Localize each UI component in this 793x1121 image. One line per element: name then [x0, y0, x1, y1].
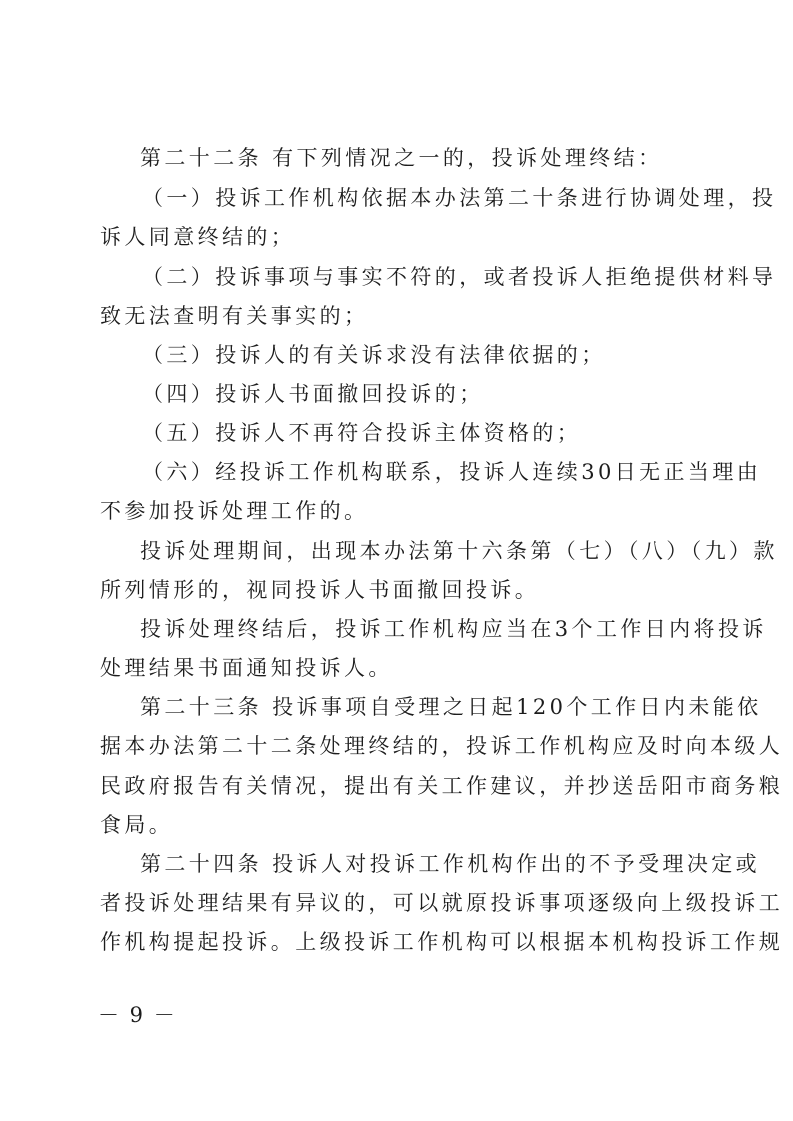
- article-22-heading: 第二十二条 有下列情况之一的，投诉处理终结：: [140, 146, 663, 170]
- article-23-line-4: 食局。: [100, 813, 174, 837]
- article-22-item-6-line-1: （六）经投诉工作机构联系，投诉人连续30日无正当理由: [142, 460, 762, 484]
- article-22-item-3: （三）投诉人的有关诉求没有法律依据的；: [142, 343, 606, 367]
- article-22-item-4: （四）投诉人书面撤回投诉的；: [142, 382, 484, 406]
- article-23-line-2: 据本办法第二十二条处理终结的，投诉工作机构应及时向本级人: [100, 734, 784, 758]
- article-22-item-2-line-2: 致无法查明有关事实的；: [100, 304, 369, 328]
- article-24-line-2: 者投诉处理结果有异议的，可以就原投诉事项逐级向上级投诉工: [100, 891, 784, 915]
- article-24-line-3: 作机构提起投诉。上级投诉工作机构可以根据本机构投诉工作规: [100, 930, 784, 954]
- notification-paragraph-line-2: 处理结果书面通知投诉人。: [100, 656, 393, 680]
- article-23-line-1: 第二十三条 投诉事项自受理之日起120个工作日内未能依: [140, 695, 762, 719]
- article-24-line-1: 第二十四条 投诉人对投诉工作机构作出的不予受理决定或: [140, 852, 761, 876]
- article-22-item-6-line-2: 不参加投诉处理工作的。: [100, 499, 369, 523]
- page-number: － 9 －: [98, 1003, 177, 1027]
- notification-paragraph-line-1: 投诉处理终结后，投诉工作机构应当在3个工作日内将投诉: [140, 617, 767, 641]
- article-22-item-1-line-1: （一）投诉工作机构依据本办法第二十条进行协调处理，投: [142, 186, 777, 210]
- article-23-line-3: 民政府报告有关情况，提出有关工作建议，并抄送岳阳市商务粮: [100, 774, 784, 798]
- withdrawal-paragraph-line-2: 所列情形的，视同投诉人书面撤回投诉。: [100, 578, 540, 602]
- article-22-item-2-line-1: （二）投诉事项与事实不符的，或者投诉人拒绝提供材料导: [142, 265, 777, 289]
- article-22-item-1-line-2: 诉人同意终结的；: [100, 225, 296, 249]
- article-22-item-5: （五）投诉人不再符合投诉主体资格的；: [142, 421, 582, 445]
- withdrawal-paragraph-line-1: 投诉处理期间，出现本办法第十六条第（七）（八）（九）款: [140, 539, 778, 563]
